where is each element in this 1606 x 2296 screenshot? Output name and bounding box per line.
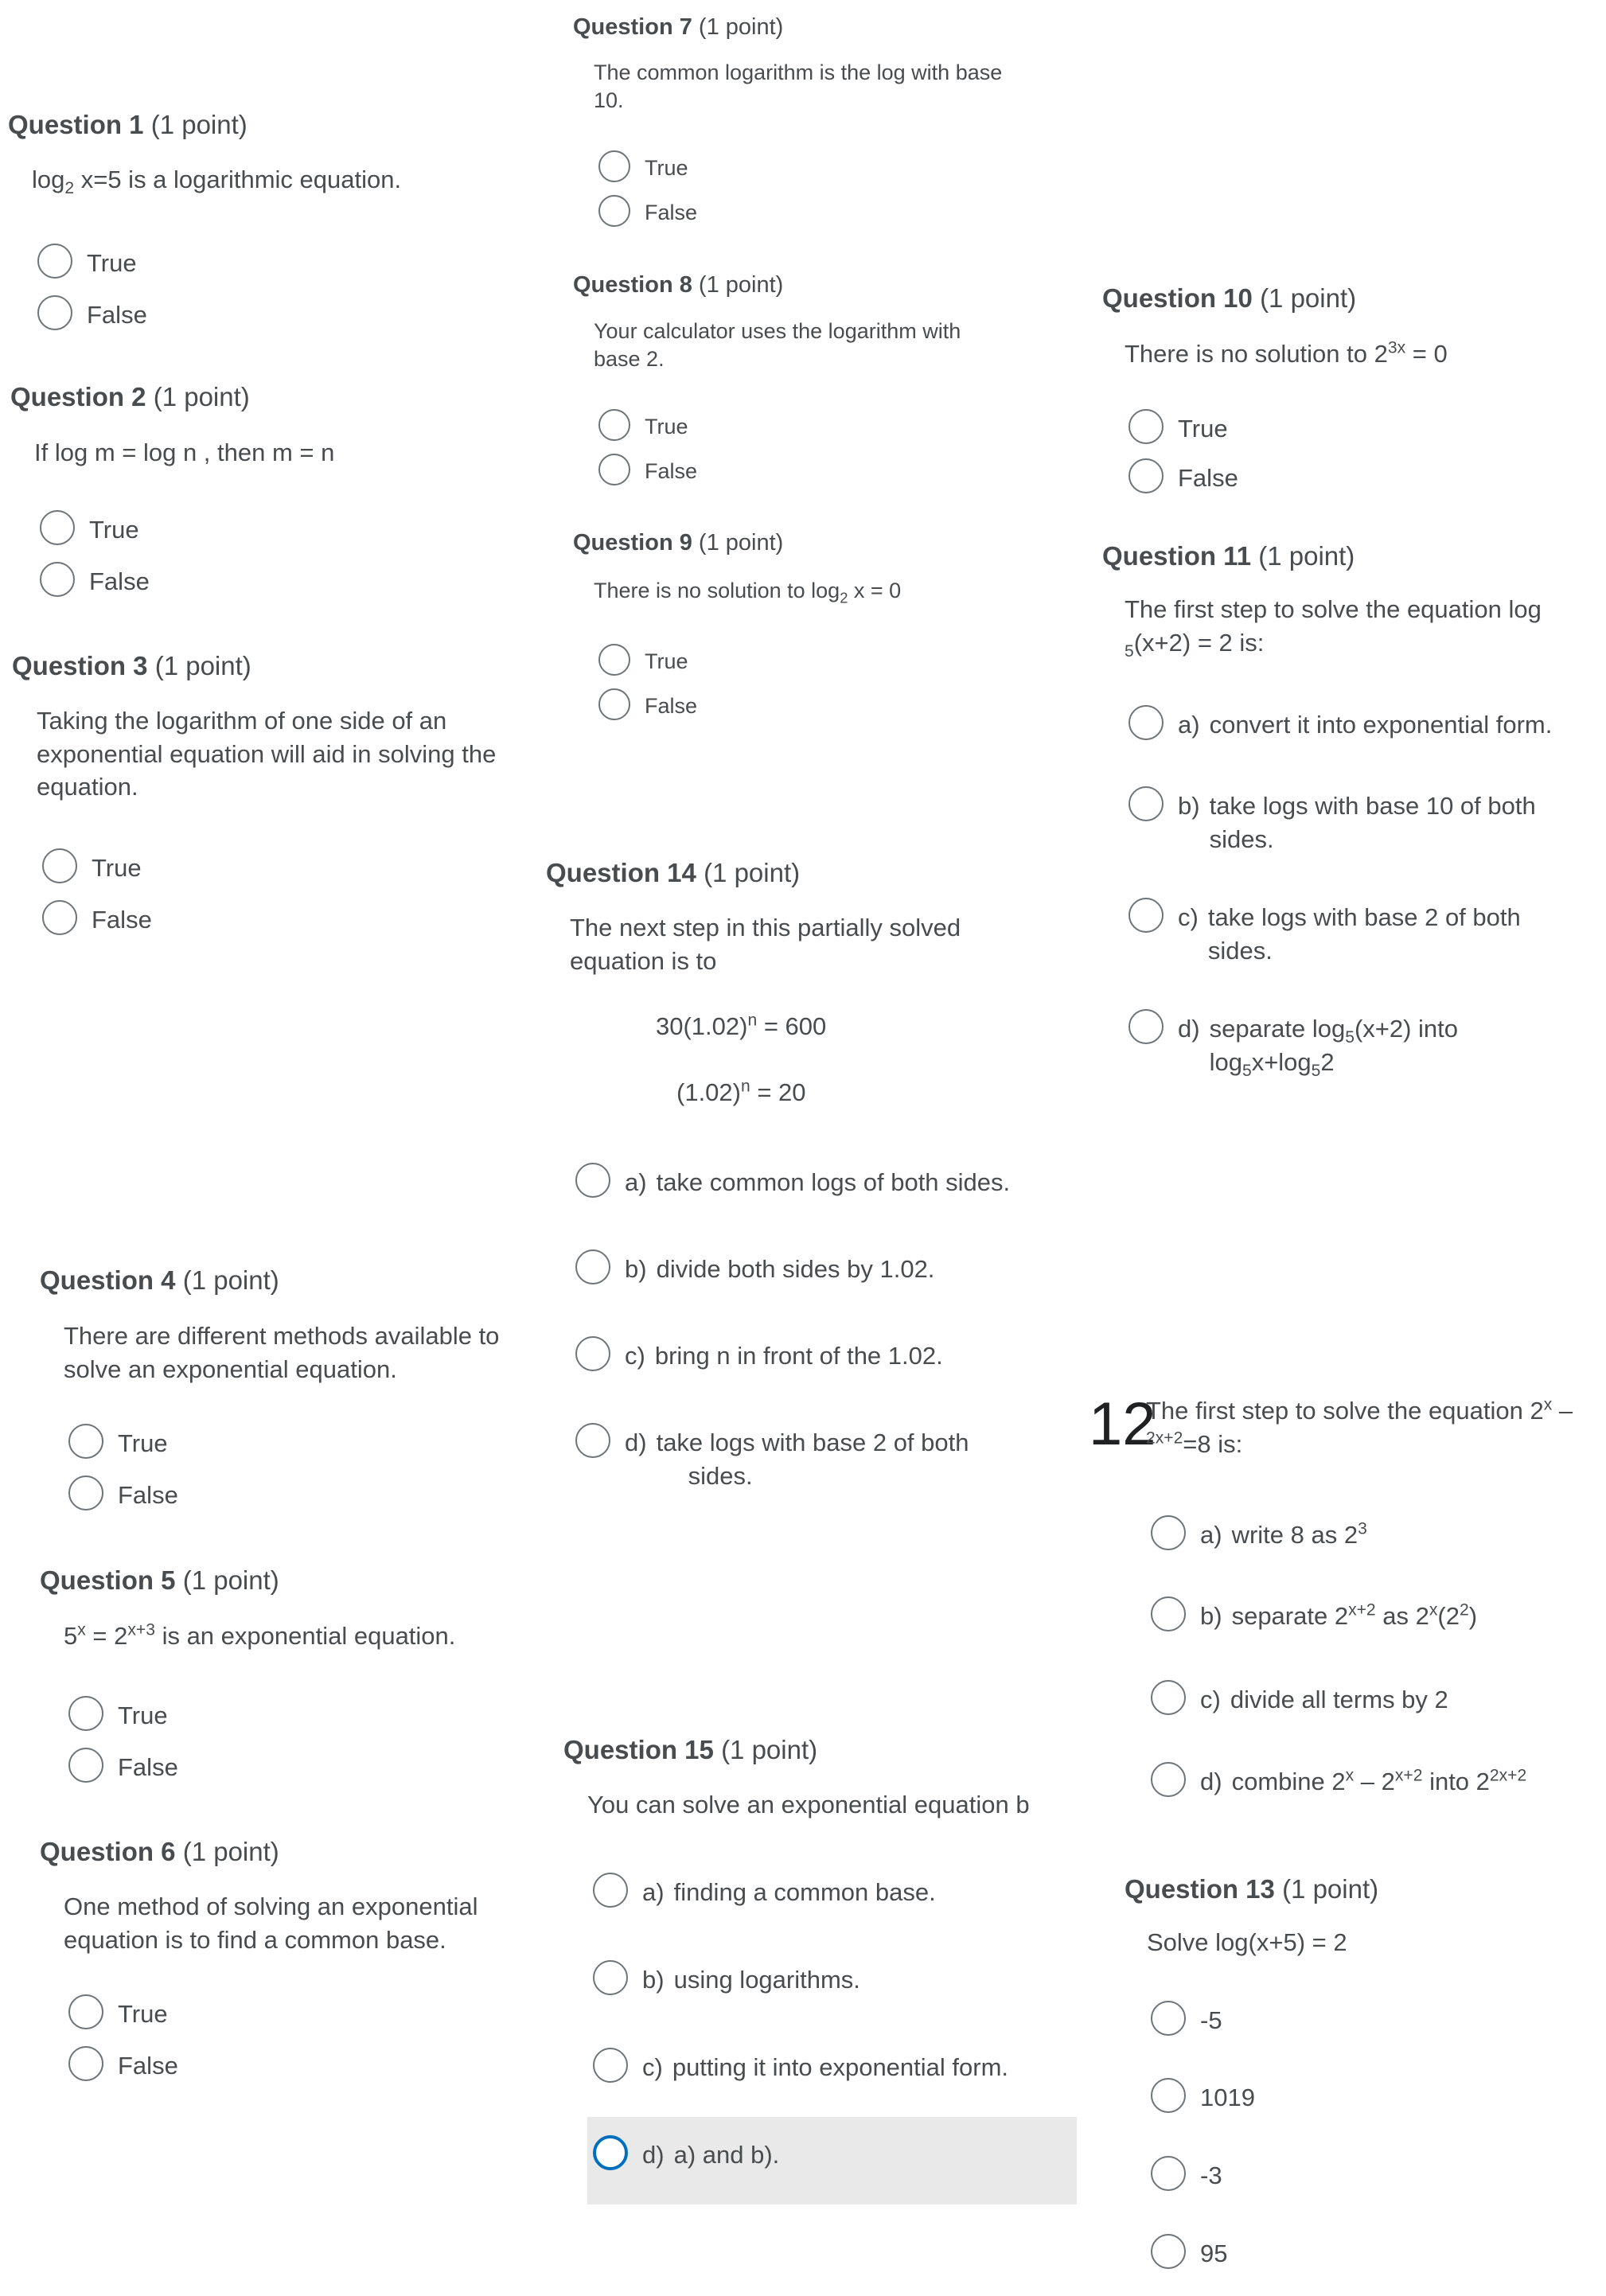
radio-button[interactable] bbox=[598, 688, 630, 720]
question-4-text: There are different methods available to solve an exponential equation. bbox=[64, 1322, 500, 1383]
radio-option-2[interactable]: 1019 bbox=[1151, 2081, 1255, 2115]
question-title: Question 4 (1 point) bbox=[40, 1265, 279, 1295]
radio-button[interactable] bbox=[1128, 409, 1164, 444]
question-10 bbox=[1102, 283, 1356, 314]
radio-option-c[interactable]: c) bring n in front of the 1.02. bbox=[575, 1339, 943, 1373]
radio-button[interactable] bbox=[593, 1960, 628, 1995]
question-14-text: The next step in this partially solved equation is to bbox=[570, 914, 961, 975]
radio-option-false[interactable]: False bbox=[598, 198, 697, 227]
question-3-text: Taking the logarithm of one side of an exponential equation will aid in solving the equation. bbox=[37, 707, 497, 801]
radio-option-4[interactable]: 95 bbox=[1151, 2237, 1227, 2271]
radio-button[interactable] bbox=[593, 1873, 628, 1908]
radio-button[interactable] bbox=[575, 1336, 610, 1371]
radio-option-a[interactable]: a) take common logs of both sides. bbox=[575, 1166, 1010, 1199]
radio-option-false[interactable]: False bbox=[42, 903, 152, 937]
question-1 bbox=[8, 110, 248, 140]
radio-button[interactable] bbox=[1128, 705, 1164, 740]
radio-option-c[interactable]: c) putting it into exponential form. bbox=[593, 2051, 1008, 2084]
radio-option-d[interactable]: d) combine $2^x - 2^{x+2}$ into $2^{2x+2}$ bbox=[1151, 1765, 1526, 1799]
question-title: Question 6 (1 point) bbox=[40, 1837, 279, 1866]
question-title: Question 2 (1 point) bbox=[10, 382, 250, 411]
question-15 bbox=[563, 1735, 817, 1765]
radio-button[interactable] bbox=[68, 1748, 103, 1783]
radio-option-true[interactable]: True bbox=[598, 647, 688, 676]
radio-button[interactable] bbox=[598, 150, 630, 182]
radio-button[interactable] bbox=[1151, 2001, 1186, 2036]
question-5-text: $5^x = 2^{x+3}$ is an exponential equation. bbox=[64, 1620, 456, 1650]
radio-button[interactable] bbox=[1151, 1680, 1186, 1715]
radio-option-3[interactable]: -3 bbox=[1151, 2159, 1222, 2193]
radio-button[interactable] bbox=[1151, 2078, 1186, 2113]
radio-button[interactable] bbox=[598, 454, 630, 485]
question-title: Question 10 (1 point) bbox=[1102, 283, 1357, 313]
question-1-text: $\log_2 x=5$ is a logarithmic equation. bbox=[32, 166, 402, 198]
question-title: Question 7 (1 point) bbox=[573, 14, 784, 40]
radio-option-b[interactable]: b) using logarithms. bbox=[593, 1963, 860, 1997]
radio-button[interactable] bbox=[1128, 1009, 1164, 1044]
radio-option-b[interactable]: b) divide both sides by 1.02. bbox=[575, 1253, 934, 1286]
radio-option-false[interactable]: False bbox=[598, 457, 697, 485]
radio-button[interactable] bbox=[593, 2048, 628, 2083]
radio-button[interactable] bbox=[1128, 458, 1164, 493]
question-9-text: There is no solution to $\log_2 x = 0$ bbox=[594, 579, 902, 606]
radio-button[interactable] bbox=[1128, 786, 1164, 821]
radio-button[interactable] bbox=[575, 1163, 610, 1198]
radio-option-d[interactable]: d) separate $\log_5(x+2)$ into $\log_5x+\log_52$ bbox=[1128, 1012, 1458, 1078]
radio-button[interactable] bbox=[68, 1475, 103, 1511]
question-4 bbox=[40, 1265, 279, 1296]
radio-button[interactable] bbox=[40, 510, 75, 545]
radio-option-a[interactable]: a) finding a common base. bbox=[593, 1876, 936, 1909]
question-6 bbox=[40, 1837, 279, 1867]
question-title: Question 13 (1 point) bbox=[1125, 1874, 1379, 1904]
question-15-text: You can solve an exponential equation b bbox=[587, 1791, 1030, 1818]
radio-button[interactable] bbox=[68, 1424, 103, 1459]
radio-button[interactable] bbox=[1128, 898, 1164, 933]
radio-option-c[interactable]: c) divide all terms by 2 bbox=[1151, 1683, 1448, 1717]
radio-option-true[interactable]: True bbox=[598, 154, 688, 182]
radio-option-true[interactable]: True bbox=[42, 852, 142, 885]
radio-button[interactable] bbox=[598, 195, 630, 227]
question-8-text: Your calculator uses the logarithm with base 2. bbox=[594, 319, 961, 371]
radio-option-true[interactable]: True bbox=[68, 1998, 168, 2031]
radio-button[interactable] bbox=[598, 644, 630, 676]
question-title: Question 5 (1 point) bbox=[40, 1565, 279, 1595]
radio-button[interactable] bbox=[1151, 1596, 1186, 1631]
radio-button[interactable] bbox=[68, 1994, 103, 2029]
radio-button-focused[interactable] bbox=[593, 2135, 628, 2170]
question-9 bbox=[573, 530, 783, 556]
radio-option-false[interactable]: False bbox=[68, 2049, 178, 2083]
equation-line-2: $(1.02)^n = 20$ bbox=[676, 1077, 806, 1106]
radio-button[interactable] bbox=[42, 848, 77, 883]
question-13-text: Solve log(x+5) = 2 bbox=[1147, 1928, 1347, 1956]
radio-option-true[interactable]: True bbox=[40, 513, 139, 547]
question-12-text: The first step to solve the equation 2$^x$ – $^{2x+2}$=8 is: bbox=[1146, 1395, 1573, 1458]
question-8 bbox=[573, 272, 783, 298]
question-6-text: One method of solving an exponential equation is to find a common base. bbox=[64, 1893, 478, 1954]
radio-button[interactable] bbox=[68, 2046, 103, 2081]
question-title: Question 8 (1 point) bbox=[573, 272, 784, 298]
radio-option-a[interactable]: a) write 8 as $2^3$ bbox=[1151, 1518, 1367, 1552]
radio-option-true[interactable]: True bbox=[68, 1427, 168, 1460]
question-title: Question 1 (1 point) bbox=[8, 110, 248, 139]
question-3 bbox=[12, 651, 251, 681]
question-5 bbox=[40, 1565, 279, 1596]
radio-option-false[interactable]: False bbox=[37, 298, 147, 332]
radio-option-false[interactable]: False bbox=[1128, 462, 1238, 495]
question-12-number: 12 bbox=[1089, 1390, 1156, 1458]
radio-button[interactable] bbox=[575, 1249, 610, 1284]
radio-option-true[interactable]: True bbox=[68, 1699, 168, 1733]
radio-option-true[interactable]: True bbox=[598, 412, 688, 441]
radio-button[interactable] bbox=[598, 409, 630, 441]
question-11 bbox=[1102, 541, 1355, 571]
question-14 bbox=[546, 858, 800, 888]
radio-option-d[interactable]: d) take logs with base 2 of both sides. bbox=[575, 1426, 969, 1492]
radio-button[interactable] bbox=[68, 1696, 103, 1731]
radio-option-1[interactable]: -5 bbox=[1151, 2004, 1222, 2037]
question-13 bbox=[1125, 1874, 1378, 1904]
radio-button[interactable] bbox=[42, 900, 77, 935]
question-2-text: If log m = log n , then m = n bbox=[34, 439, 335, 466]
radio-option-a[interactable]: a) convert it into exponential form. bbox=[1128, 708, 1552, 742]
radio-option-false[interactable]: False bbox=[68, 1479, 178, 1512]
question-title: Question 11 (1 point) bbox=[1102, 541, 1355, 571]
radio-button[interactable] bbox=[1151, 2234, 1186, 2269]
radio-option-true[interactable]: True bbox=[1128, 412, 1228, 446]
radio-option-true[interactable]: True bbox=[37, 247, 137, 280]
radio-button[interactable] bbox=[1151, 2156, 1186, 2191]
question-7 bbox=[573, 14, 783, 41]
radio-option-b[interactable]: b) separate $2^{x+2}$ as $2^x(2^2)$ bbox=[1151, 1600, 1477, 1633]
radio-option-false[interactable]: False bbox=[68, 1751, 178, 1784]
radio-option-false[interactable]: False bbox=[40, 565, 150, 598]
question-10-text: There is no solution to $2^{3x} = 0$ bbox=[1125, 338, 1448, 368]
radio-button[interactable] bbox=[40, 562, 75, 597]
radio-button[interactable] bbox=[1151, 1762, 1186, 1797]
question-title: Question 15 (1 point) bbox=[563, 1735, 818, 1764]
radio-option-d[interactable]: d) a) and b). bbox=[593, 2138, 779, 2172]
radio-button[interactable] bbox=[37, 295, 72, 330]
question-title: Question 3 (1 point) bbox=[12, 651, 251, 680]
question-7-text: The common logarithm is the log with base 10. bbox=[594, 60, 1003, 112]
question-title: Question 9 (1 point) bbox=[573, 530, 784, 555]
radio-button[interactable] bbox=[37, 244, 72, 279]
radio-option-b[interactable]: b) take logs with base 10 of both sides. bbox=[1128, 789, 1536, 856]
equation-line-1: $30(1.02)^n = 600$ bbox=[656, 1011, 827, 1040]
radio-button[interactable] bbox=[575, 1423, 610, 1458]
question-title: Question 14 (1 point) bbox=[546, 858, 801, 887]
radio-option-false[interactable]: False bbox=[598, 692, 697, 720]
radio-option-c[interactable]: c) take logs with base 2 of both sides. bbox=[1128, 901, 1521, 967]
radio-button[interactable] bbox=[1151, 1515, 1186, 1550]
question-11-text: The first step to solve the equation log $_5$(x+2) = 2 is: bbox=[1125, 595, 1542, 661]
question-2 bbox=[10, 382, 250, 412]
